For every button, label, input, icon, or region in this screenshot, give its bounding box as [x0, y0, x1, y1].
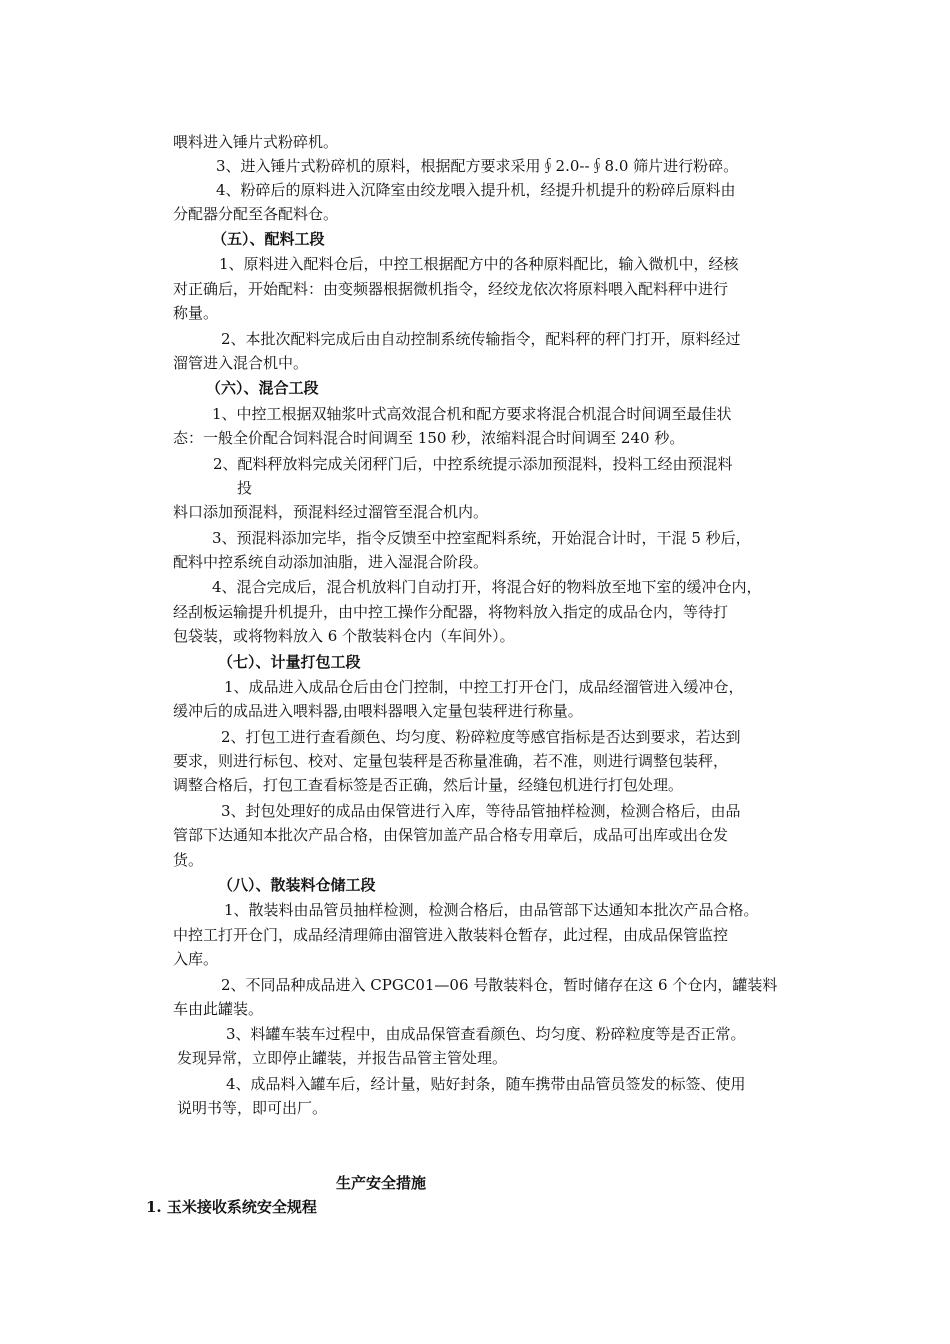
- text-line: 中控工打开仓门，成品经清理筛由溜管进入散装料仓暂存，此过程，由成品保管监控: [173, 926, 729, 944]
- text-line: 管部下达通知本批次产品合格，由保管加盖产品合格专用章后，成品可出库或出仓发: [173, 826, 729, 844]
- text-line: 说明书等，即可出厂。: [177, 1099, 328, 1117]
- text-line: 经刮板运输提升机提升，由中控工操作分配器，将物料放入指定的成品仓内，等待打: [173, 603, 729, 621]
- section-heading: （五）、配料工段: [212, 230, 325, 248]
- text-line: 入库。: [173, 950, 219, 968]
- text-line: 3、进入锤片式粉碎机的原料，根据配方要求采用∮2.0--∮8.0 筛片进行粉碎。: [216, 157, 739, 175]
- text-line: 1、散装料由品管员抽样检测，检测合格后，由品管部下达通知本批次产品合格。: [224, 901, 759, 919]
- text-line: 配料中控系统自动添加油脂，进入湿混合阶段。: [173, 553, 489, 571]
- text-line: 3、料罐车装车过程中，由成品保管查看颜色、均匀度、粉碎粒度等是否正常。: [226, 1025, 746, 1043]
- section-heading: （八）、散装料仓储工段: [218, 876, 376, 894]
- text-line: 1、中控工根据双轴浆叶式高效混合机和配方要求将混合机混合时间调至最佳状: [212, 405, 732, 423]
- text-line: 缓冲后的成品进入喂料器,由喂料器喂入定量包装秤进行称量。: [173, 702, 583, 720]
- text-line: 2、不同品种成品进入 CPGC01—06 号散装料仓，暂时储存在这 6 个仓内，罐装料: [221, 976, 778, 994]
- text-line: 投: [237, 479, 253, 497]
- text-line: 3、封包处理好的成品由保管进行入库，等待品管抽样检测，检测合格后，由品: [221, 802, 741, 820]
- text-line: 料口添加预混料，预混料经过溜管至混合机内。: [173, 503, 489, 521]
- text-line: 4、成品料入罐车后，经计量，贴好封条，随车携带由品管员签发的标签、使用: [226, 1075, 746, 1093]
- text-line: 4、粉碎后的原料进入沉降室由绞龙喂入提升机，经提升机提升的粉碎后原料由: [216, 181, 736, 199]
- section-heading: （六）、混合工段: [206, 379, 319, 397]
- text-line: 车由此罐装。: [173, 1000, 264, 1018]
- text-line: 对正确后，开始配料：由变频器根据微机指令，经绞龙依次将原料喂入配料秤中进行: [173, 280, 729, 298]
- text-line: 态：一般全价配合饲料混合时间调至 150 秒，浓缩料混合时间调至 240 秒。: [173, 429, 685, 447]
- text-line: 分配器分配至各配料仓。: [173, 205, 339, 223]
- text-line: 喂料进入锤片式粉碎机。: [173, 133, 339, 151]
- text-line: 称量。: [173, 304, 219, 322]
- text-line: 发现异常，立即停止罐装，并报告品管主管处理。: [177, 1049, 508, 1067]
- text-line: 货。: [173, 851, 204, 869]
- section-heading: （七）、计量打包工段: [218, 653, 361, 671]
- text-line: 2、打包工进行查看颜色、均匀度、粉碎粒度等感官指标是否达到要求，若达到: [221, 728, 741, 746]
- text-line: 1、成品进入成品仓后由仓门控制，中控工打开仓门，成品经溜管进入缓冲仓，: [224, 678, 744, 696]
- text-line: 溜管进入混合机中。: [173, 354, 309, 372]
- page-title: 生产安全措施: [336, 1174, 427, 1192]
- text-line: 要求，则进行标包、校对、定量包装秤是否称量准确，若不准，则进行调整包装秤，: [173, 752, 729, 770]
- text-line: 调整合格后，打包工查看标签是否正确，然后计量，经缝包机进行打包处理。: [173, 776, 684, 794]
- text-line: 1、原料进入配料仓后，中控工根据配方中的各种原料配比，输入微机中，经核: [219, 255, 739, 273]
- text-line: 2、配料秤放料完成关闭秤门后，中控系统提示添加预混料，投料工经由预混料: [213, 455, 733, 473]
- text-line: 3、预混料添加完毕，指令反馈至中控室配料系统，开始混合计时，干混 5 秒后，: [212, 529, 751, 547]
- section-heading: 1. 玉米接收系统安全规程: [146, 1198, 317, 1216]
- text-line: 2、本批次配料完成后由自动控制系统传输指令，配料秤的秤门打开，原料经过: [221, 330, 741, 348]
- text-line: 4、混合完成后，混合机放料门自动打开，将混合好的物料放至地下室的缓冲仓内，: [212, 578, 762, 596]
- text-line: 包袋装，或将物料放入 6 个散装料仓内（车间外）。: [173, 627, 515, 645]
